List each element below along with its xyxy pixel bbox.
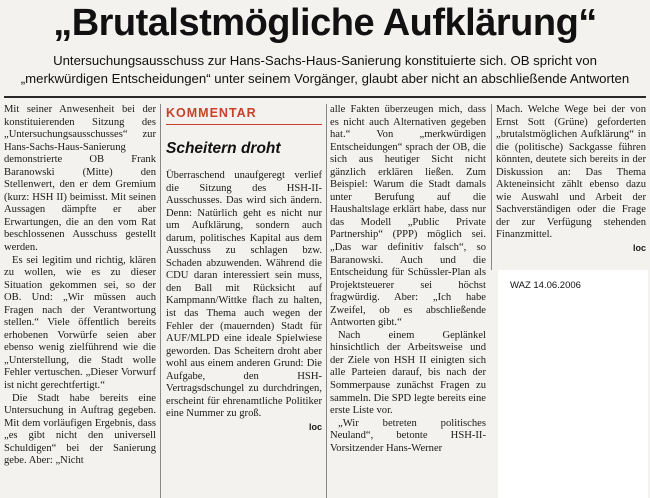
paragraph: Die Stadt habe bereits eine Untersuchung in Auftrag gegeben. Mit dem vorläufigen Ergebnis, dass „es gibt nicht den universell Schuldigen“ bei der Sanierung gebe. Aber: „Nicht <box>4 392 156 467</box>
article-column-4 <box>496 104 646 255</box>
paragraph: „Wir betreten politisches Neuland“, betonte HSH-II-Vorsitzender Hans-Werner <box>330 417 486 454</box>
source-citation: WAZ 14.06.2006 <box>510 280 581 291</box>
column-divider <box>326 104 327 498</box>
kommentar-signature: loc <box>308 421 322 432</box>
headline: „Brutalstmögliche Aufklärung“ <box>53 2 597 44</box>
kommentar-body <box>166 170 322 433</box>
paragraph: Mit seiner Anwesenheit bei der konstituierenden Sitzung des „Untersuchungsausschusses“ zur Hans-Sachs-Haus-Sanierung demonstrierte OB Frank Baranowski (Mitte) den Stellenwert, den er dem Gremium (kurz: HSH II) beimisst. Mit seinen Aussagen dämpfte er aber Erwartungen, die an den vom Rat beschlossenen Ausschuss gestellt werden. <box>4 104 156 254</box>
article-column-3 <box>330 104 486 455</box>
kommentar-rule <box>166 124 322 125</box>
blank-area <box>498 270 648 498</box>
column-divider <box>491 104 492 270</box>
kommentar-label: KOMMENTAR <box>166 106 257 120</box>
subheadline <box>6 52 644 88</box>
paragraph: Überraschend unaufgeregt verlief die Sitzung des HSH-II-Ausschusses. Das wird sich ändern. Denn: Natürlich geht es nicht nur um Aufklärung, sondern auch darum, politisches Kapital aus dem Ausschuss zu schlagen bzw. Schaden abzuwenden. Während die CDU daran interessiert sein muss, den Ball mit Rücksicht auf Kampmann/Wittke flach zu halten, ist das Thema auch wegen der Fehler der (mauernden) Stadt für AUF/MLPD eine ideale Spielwiese geworden. Das Scheitern droht aber wohl aus einem anderen Grund: Die Aufgabe, den HSH-Vertragsdschungel zu durchdringen, erscheint für ehrenamtliche Politiker eine Nummer zu groß. <box>166 170 322 420</box>
article-column-1 <box>4 104 156 468</box>
kommentar-title: Scheitern droht <box>166 140 281 157</box>
column-divider <box>160 104 161 498</box>
paragraph: Mach. Welche Wege bei der von Ernst Sott (Grüne) geforderten „brutalstmöglichen Aufklärung“ in die (politische) Sackgasse führen könnten, deutete sich bereits in der Diskussion an: Das Thema Akteneinsicht zählt ebenso dazu wie Auswahl und Arbeit der Sachverständigen oder die Frage der zur Verfügung stehenden Finanzmittel. <box>496 104 646 241</box>
subhead-line-2: „merkwürdigen Entscheidungen“ unter seinem Vorgänger, glaubt aber nicht an abschließende Antworten <box>20 71 630 86</box>
subhead-line-1: Untersuchungsausschuss zur Hans-Sachs-Haus-Sanierung konstituierte sich. OB spricht von <box>53 53 597 68</box>
article-signature: loc <box>632 243 646 254</box>
header-rule <box>4 96 646 98</box>
paragraph: Es sei legitim und richtig, klären zu wollen, wie es zu dieser Situation gekommen sei, so der OB. Und: „Wir müssen auch Fragen nach der Verantwortung stellen.“ Viele öffentlich bereits erhobenen Vorwürfe seien aber ebenso wenig zielführend wie die „Unterstellung, die Stadt wolle Fehler vertuschen. „Dieser Vorwurf ist nicht gerechtfertigt.“ <box>4 254 156 392</box>
paragraph: alle Fakten überzeugen mich, dass es nicht auch Alternativen gegeben hat.“ Von „merkwürdigen Entscheidungen“ sprach der OB, die sich aus heutiger Sicht nicht gänzlich erklären ließen. Zum Beispiel: Warum die Stadt damals unter Berufung auf die Haushaltslage erklärt habe, dass nur das Modell „Public Private Partnership“ (PPP) möglich sei. „Das war definitiv falsch“, so Baranowski. Auch und die Entscheidung für Schüssler-Plan als Projektsteuerer sei höchst fragwürdig. Aber: „Ich habe Zweifel, ob es abschließende Antworten gibt.“ <box>330 104 486 329</box>
paragraph: Nach einem Geplänkel hinsichtlich der Arbeitsweise und der Ziele von HSH II einigten sich alle Parteien darauf, bis nach der Sommerpause zunächst Fragen zu sammeln. Die SPD legte bereits eine erste Liste vor. <box>330 329 486 417</box>
